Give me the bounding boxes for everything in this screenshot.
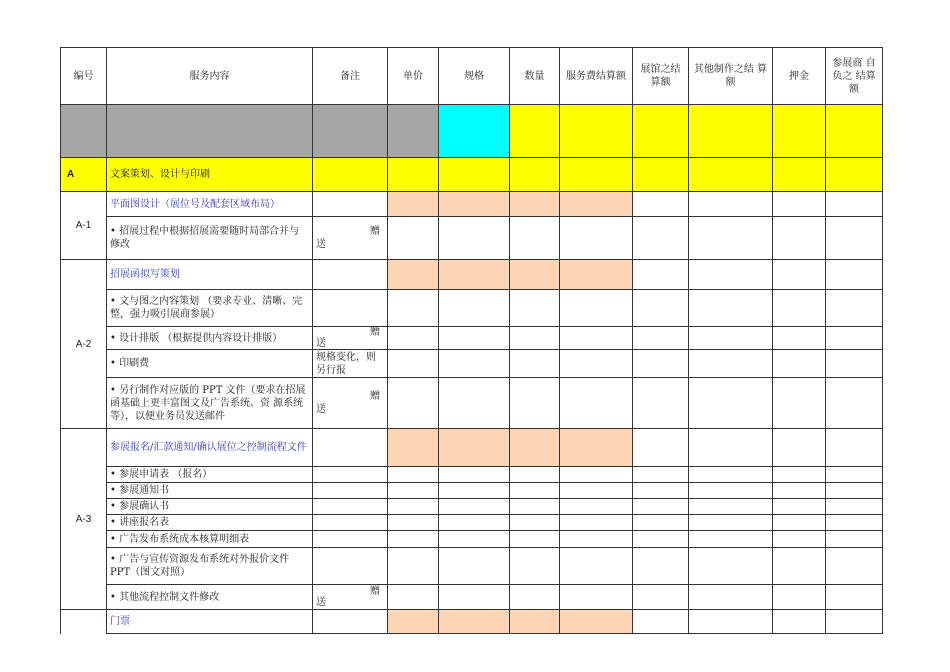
table-row [61,585,883,610]
table-row [61,378,883,429]
table-row [61,290,883,327]
color-key-row [61,105,883,158]
col-header-service: 服务内容 [107,48,313,105]
col-header-spec: 规格 [439,48,510,105]
a2-heading: 招展函拟写策划 [107,260,313,290]
col-header-quantity: 数量 [510,48,560,105]
a2-item: • 另行制作对应版的 PPT 文件（要求在招展函基础上更丰富图文及广告系统、资 源系统等），以便业务员发送邮件 [107,378,313,429]
table-row [61,467,883,483]
gift-remark: 赠 送 [313,217,388,260]
table-row [61,192,883,217]
col-header-other-production: 其他制作之结 算 额 [689,48,773,105]
table-row [61,499,883,515]
a3-item: • 广告与宣传资源发布系统对外报价文件 PPT（图文对照） [107,548,313,585]
a3-item: • 其他流程控制文件修改 [107,585,313,610]
a3-item: • 参展确认书 [107,499,313,515]
group-code-a1: A-1 [61,192,107,260]
a3-item: • 讲座报名表 [107,515,313,531]
gift-remark: 赠 送 [313,378,388,429]
table-row [61,515,883,531]
a3-item: • 参展通知书 [107,483,313,499]
gift-remark: 赠 送 [313,327,388,350]
a3-item: • 参展申请表 （报名） [107,467,313,483]
header-row [61,48,883,105]
section-a-row [61,158,883,192]
table-row [61,350,883,378]
group-code-a3: A-3 [61,429,107,610]
a1-heading: 平面图设计（展位号及配套区域布局） [107,192,313,217]
a2-item: • 文与图之内容策划 （要求专业、清晰、完整，强力吸引展商参展） [107,290,313,327]
print-remark: 规格变化，则 另行报 [313,350,388,378]
section-a-code: A [61,158,107,192]
section-a-title: 文案策划、设计与印刷 [107,158,313,192]
table-row [61,483,883,499]
col-header-deposit: 押金 [773,48,826,105]
a2-item: • 印刷费 [107,350,313,378]
table-row [61,217,883,260]
gift-remark: 赠 送 [313,585,388,610]
a1-item: • 招展过程中根据招展需要随时局部合并与修改 [107,217,313,260]
group-code-a2: A-2 [61,260,107,429]
table-row [61,429,883,467]
table-row [61,327,883,350]
col-header-exhibitor-self: 参展商 自 负之 结算 额 [826,48,883,105]
col-header-venue-fee: 展馆之结 算额 [633,48,689,105]
a3-item: • 广告发布系统成本核算明细表 [107,531,313,548]
a3-heading: 参展报名/汇款通知/确认展位之控制流程文件 [107,429,313,467]
a2-item: • 设计排版 （根据提供内容设计排版） [107,327,313,350]
col-header-remark: 备注 [313,48,388,105]
table-row [61,531,883,548]
table-row [61,548,883,585]
service-price-table [60,47,883,634]
col-header-service-fee: 服务费结算额 [560,48,633,105]
col-header-unit-price: 单价 [388,48,439,105]
table-row [61,260,883,290]
ticket-heading: 门票 [107,610,313,634]
table-row [61,610,883,634]
col-header-code: 编号 [61,48,107,105]
